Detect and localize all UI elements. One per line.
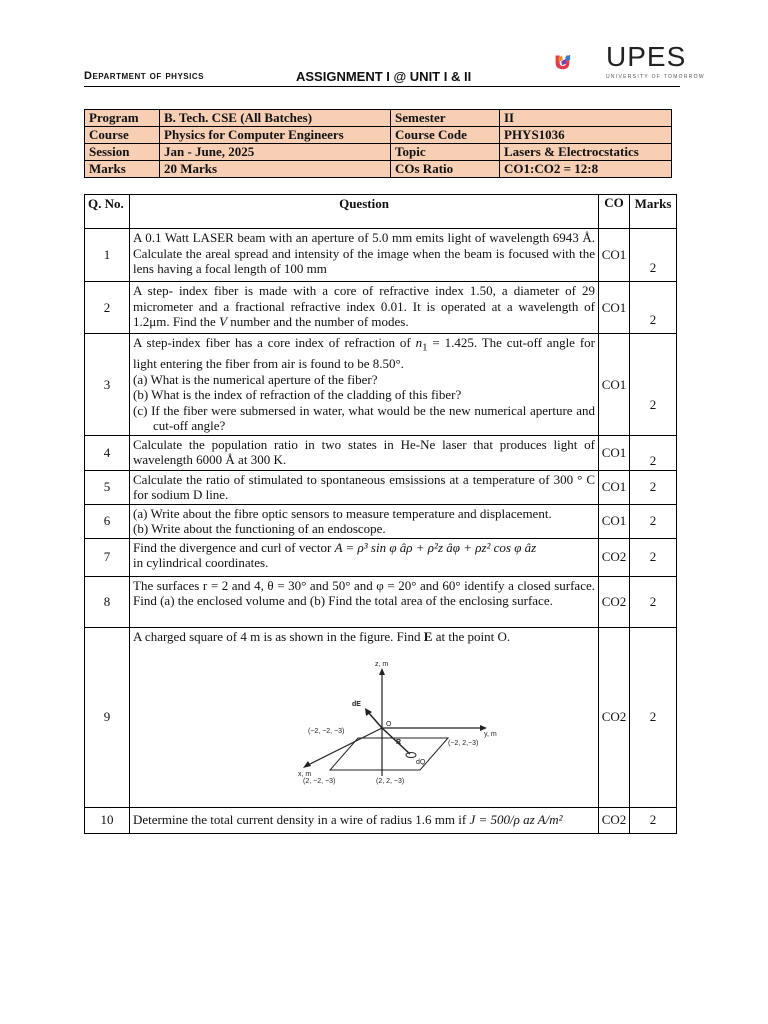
z-axis-label: z, m [375,661,389,669]
question-text [130,807,599,833]
question-number: 6 [85,504,130,538]
x-axis-label: x, m [298,771,312,779]
info-row [85,161,672,178]
info-label: Course Code [391,127,500,144]
question-text-part: Find the divergence and curl of vector [133,539,335,555]
question-text-part: A charged square of 4 m is as shown in the figure. Find [133,628,424,644]
info-value: Jan - June, 2025 [160,144,391,161]
question-header: Question [130,195,599,229]
info-value: B. Tech. CSE (All Batches) [160,110,391,127]
question-row [85,470,677,504]
question-row [85,334,677,436]
question-number: 4 [85,435,130,470]
question-row [85,538,677,576]
y-axis-label: y, m [484,731,497,739]
question-row [85,576,677,627]
info-value: CO1:CO2 = 12:8 [500,161,672,178]
x-axis-arrow [303,761,311,768]
question-text: The surfaces r = 2 and 4, θ = 30° and 50° and φ = 20° and 60° identify a closed surface. Find (a) the enclosed volume and (b) Find the total area of the enclosing surface. [130,576,599,627]
question-text [130,627,599,807]
question-text [130,504,599,538]
question-text: Calculate the ratio of stimulated to spontaneous emsissions at a temperature of 300 ° C for sodium D line. [130,470,599,504]
marks-header: Marks [630,195,677,229]
info-value: II [500,110,672,127]
question-number: 8 [85,576,130,627]
info-value: Lasers & Electrocstatics [500,144,672,161]
question-marks: 2 [630,334,677,436]
subpart-b: (b) Write about the functioning of an endoscope. [133,521,386,537]
info-label: Topic [391,144,500,161]
r-label: R [396,739,402,747]
question-text-part: in cylindrical coordinates. [133,555,269,571]
table-header-row [85,195,677,229]
info-label: Program [85,110,160,127]
question-row [85,627,677,807]
info-label: Course [85,127,160,144]
question-number: 3 [85,334,130,436]
info-value: Physics for Computer Engineers [160,127,391,144]
question-number: 2 [85,282,130,334]
question-co: CO1 [599,334,630,436]
e-field-symbol: E [423,628,433,644]
question-text-part: at the point O. [432,628,511,644]
question-co: CO1 [599,229,630,282]
info-value: PHYS1036 [500,127,672,144]
point-label: (2, −2, −3) [303,778,336,786]
question-co: CO1 [599,470,630,504]
question-text [130,282,599,334]
vector-formula: A = ρ³ sin φ âρ + ρ²z âφ + ρz² cos φ âz [334,539,537,555]
question-row [85,807,677,833]
info-label: Marks [85,161,160,178]
question-row [85,282,677,334]
co-header: CO [599,195,630,229]
de-label: dE [352,701,361,709]
origin-label: O [386,721,392,729]
question-co: CO1 [599,282,630,334]
charged-square-figure [298,658,508,786]
question-row [85,504,677,538]
department-title: Department of physics [84,70,204,82]
header-rule [84,86,680,87]
question-marks: 2 [630,435,677,470]
question-row [85,435,677,470]
question-number: 9 [85,627,130,807]
n-symbol: n [415,335,423,350]
question-text [130,538,599,576]
question-row [85,229,677,282]
subpart-a: (a) Write about the fibre optic sensors to measure temperature and displacement. [133,505,552,521]
info-value: 20 Marks [160,161,391,178]
info-label: Session [85,144,160,161]
question-co: CO2 [599,538,630,576]
question-number: 10 [85,807,130,833]
question-marks: 2 [630,229,677,282]
question-co: CO1 [599,504,630,538]
point-label: (2, 2, −3) [376,778,405,786]
de-vector [368,712,382,728]
point-label: (−2, 2,−3) [448,740,479,748]
question-marks: 2 [630,504,677,538]
question-marks: 2 [630,538,677,576]
qno-header: Q. No. [85,195,130,229]
question-text-part: number and the number of modes. [227,314,409,329]
course-info-table [84,109,672,178]
info-label: COs Ratio [391,161,500,178]
question-text-part: = 1.425. The cut-off angle for light entering the fiber from air is found to be 8.50°. [133,335,595,372]
subpart-c: (c) If the fiber were submersed in water, what would be the new numerical aperture and cut-off angle? [133,402,595,434]
question-co: CO1 [599,435,630,470]
question-marks: 2 [630,470,677,504]
question-text-part: A step- index fiber is made with a core of refractive index 1.50, a diameter of 29 micrometer and a fractional refractive index 0.01. It is operated at a wavelength of 1.2μm. Find the [133,283,595,329]
question-marks: 2 [630,576,677,627]
question-co: CO2 [599,627,630,807]
question-number: 1 [85,229,130,282]
question-co: CO2 [599,576,630,627]
question-marks: 2 [630,282,677,334]
question-text-part: Determine the total current density in a wire of radius 1.6 mm if [133,812,470,828]
charged-square [330,738,448,770]
upes-logo-text: UPES [606,41,687,72]
question-marks: 2 [630,807,677,833]
dq-element [406,753,416,758]
question-text-part: A step-index fiber has a core index of refraction of [133,335,416,350]
assignment-title: ASSIGNMENT I @ UNIT I & II [296,69,472,84]
n-subscript: 1 [422,341,428,354]
question-marks: 2 [630,627,677,807]
logo-tagline: UNIVERSITY OF TOMORROW [606,74,705,80]
info-row [85,144,672,161]
question-text [130,334,599,436]
question-number: 7 [85,538,130,576]
question-co: CO2 [599,807,630,833]
point-label: (−2, −2, −3) [308,728,345,736]
question-text: Calculate the population ratio in two states in He-Ne laser that produces light of wavelength 6000 Å at 300 K. [130,435,599,470]
dq-label: dQ [416,759,426,767]
v-symbol: V [219,314,228,329]
current-density-formula: J = 500/ρ az A/m² [469,812,563,828]
info-label: Semester [391,110,500,127]
subpart-b: (b) What is the index of refraction of the cladding of this fiber? [133,387,462,403]
info-row [85,110,672,127]
question-number: 5 [85,470,130,504]
upes-logo-mark [554,42,604,82]
info-row [85,127,672,144]
questions-table [84,194,677,834]
question-text: A 0.1 Watt LASER beam with an aperture of 5.0 mm emits light of wavelength 6943 Å. Calculate the areal spread and intensity of the image when the beam is focused with the lens having a focal length of 100 mm [130,229,599,282]
subpart-a: (a) What is the numerical aperture of the fiber? [133,371,378,387]
z-axis-arrow [379,668,385,675]
